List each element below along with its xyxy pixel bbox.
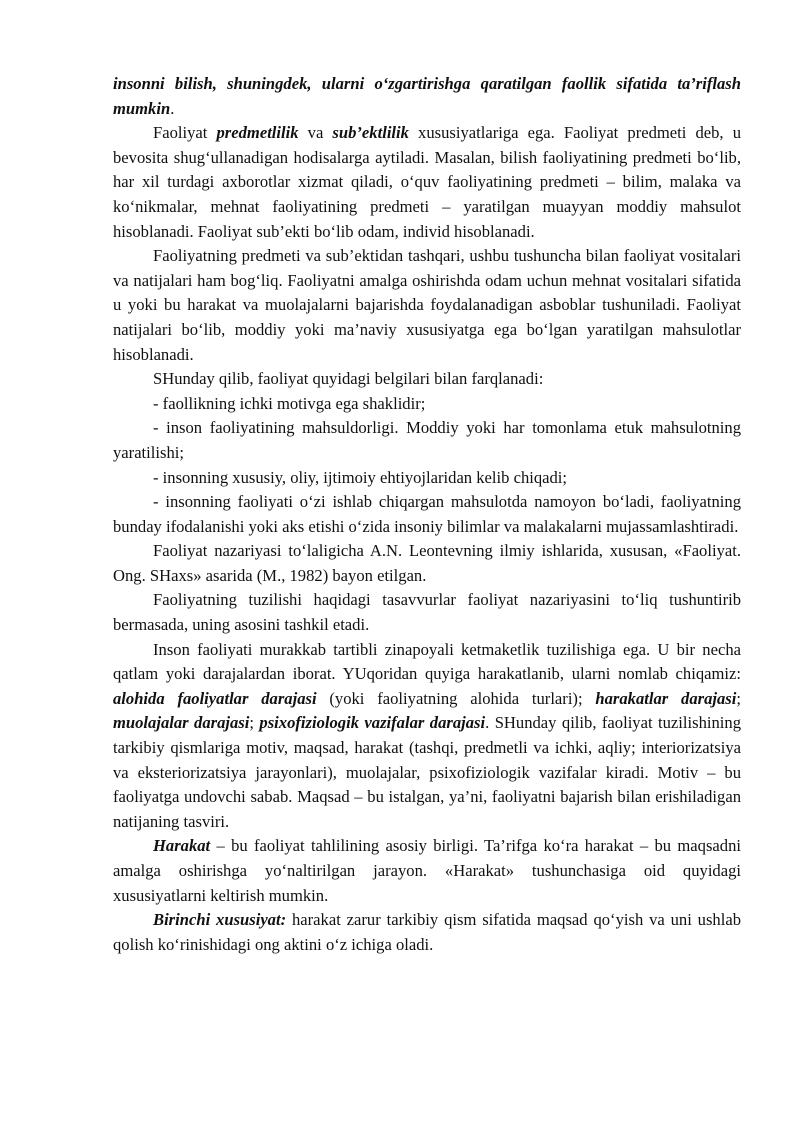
text-run: Inson faoliyati murakkab tartibli zinapoyali ketmaketlik tuzilishiga ega. U bir necha qatlam yoki darajalardan iborat. YUqoridan quyiga harakatlanib, ularni nomlab chiqamiz: bbox=[113, 639, 741, 684]
text-run: ; bbox=[249, 713, 260, 733]
paragraph bbox=[113, 834, 741, 908]
paragraph bbox=[113, 121, 741, 244]
text-run-emphasis: psixofiziologik vazifalar darajasi bbox=[259, 713, 486, 733]
text-run-emphasis: alohida faoliyatlar darajasi bbox=[113, 688, 317, 708]
text-run-emphasis: predmetlilik bbox=[216, 123, 299, 143]
text-run: harakat zarur tarkibiy qism sifatida maqsad qo‘yish va uni ushlab qolish ko‘rinishidagi ong aktini o‘z ichiga oladi. bbox=[113, 910, 742, 954]
paragraph bbox=[113, 588, 741, 637]
list-item bbox=[113, 466, 741, 491]
text-run: - inson faoliyatining mahsuldorligi. Moddiy yoki har tomonlama etuk mahsulotning yaratilishi; bbox=[113, 418, 741, 462]
document-page bbox=[113, 72, 741, 957]
text-run: - faollikning ichki motivga ega shaklidir; bbox=[153, 393, 426, 413]
paragraph bbox=[113, 539, 741, 588]
text-run: - insonning xususiy, oliy, ijtimoiy ehtiyojlaridan kelib chiqadi; bbox=[153, 467, 568, 487]
text-run-emphasis: Birinchi xususiyat: bbox=[153, 910, 287, 930]
text-run: Faoliyat bbox=[153, 123, 217, 143]
text-run: va bbox=[298, 123, 333, 143]
text-run-emphasis: muolajalar darajasi bbox=[113, 713, 250, 733]
text-run: (yoki faoliyatning alohida turlari); bbox=[316, 688, 596, 708]
text-run: SHunday qilib, faoliyat quyidagi belgilari bilan farqlanadi: bbox=[153, 369, 544, 389]
text-run: – bu faoliyat tahlilining asosiy birligi. Ta’rifga ko‘ra harakat – bu maqsadni amalga oshirishga yo‘naltirilgan jarayon. «Harakat» tushunchasiga oid quyidagi xususiyatlarni keltirish mumkin. bbox=[113, 836, 741, 905]
paragraph bbox=[113, 72, 741, 121]
text-run: Faoliyatning tuzilishi haqidagi tasavvurlar faoliyat nazariyasini to‘liq tushuntirib bermasada, uning asosini tashkil etadi. bbox=[113, 590, 741, 635]
list-item bbox=[113, 416, 741, 465]
list-item bbox=[113, 392, 741, 417]
paragraph bbox=[113, 908, 741, 957]
text-run-emphasis: sub’ektlilik bbox=[332, 123, 409, 143]
text-run: Faoliyatning predmeti va sub’ektidan tashqari, ushbu tushuncha bilan faoliyat vositalari va natijalari ham bog‘liq. Faoliyatni amalga oshirishda odam uchun mehnat vositalari sifatida u yoki bu harakat va muolajalarni bajarishda foydalanadigan asboblar tushuniladi. Faoliyat natijalari bo‘lib, moddiy yoki ma’naviy xususiyatga ega bo‘lgan yaratilgan mahsulotlar hisoblanadi. bbox=[113, 246, 741, 364]
list-item bbox=[113, 490, 741, 539]
text-run: ; bbox=[736, 688, 742, 708]
text-run: . SHunday qilib, faoliyat tuzilishining tarkibiy qismlariga motiv, maqsad, harakat (tashqi, predmetli va ichki, aqliy; interiorizatsiya va eksteriorizatsiya jarayonlari), muolajalar, psixofiziologik vazifalar kiradi. Motiv – bu faoliyatga undovchi sabab. Maqsad – bu istalgan, ya’ni, faoliyatni bajarish bilan erishiladigan natijaning tasviri. bbox=[113, 713, 741, 831]
text-run: - insonning faoliyati o‘zi ishlab chiqargan mahsulotda namoyon bo‘ladi, faoliyatning bunday ifodalanishi yoki aks etishi o‘zida insoniy bilimlar va malakalarni mujassamlashtiradi. bbox=[113, 492, 741, 536]
text-run: xususiyatlariga ega. Faoliyat predmeti deb, u bevosita shug‘ullanadigan hodisalarga aytiladi. Masalan, bilish faoliyatining predmeti bo‘lib, har xil turdagi axborotlar xizmat qiladi, o‘quv faoliyatining predmeti – bilim, malaka va ko‘nikmalar, mehnat faoliyatining predmeti – yaratilgan muayyan moddiy mahsulot hisoblanadi. Faoliyat sub’ekti bo‘lib odam, individ hisoblanadi. bbox=[113, 123, 741, 241]
text-run-emphasis: insonni bilish, shuningdek, ularni o‘zgartirishga qaratilgan faollik sifatida ta’riflash mumkin bbox=[113, 74, 741, 118]
paragraph bbox=[113, 367, 741, 392]
text-run: Faoliyat nazariyasi to‘laligicha A.N. Leontevning ilmiy ishlarida, xususan, «Faoliyat. Ong. SHaxs» asarida (M., 1982) bayon etilgan. bbox=[113, 541, 741, 585]
text-run-emphasis: harakatlar darajasi bbox=[595, 688, 737, 708]
text-run: . bbox=[170, 98, 175, 118]
paragraph bbox=[113, 638, 741, 835]
paragraph bbox=[113, 244, 741, 367]
text-run-emphasis: Harakat bbox=[153, 836, 211, 856]
